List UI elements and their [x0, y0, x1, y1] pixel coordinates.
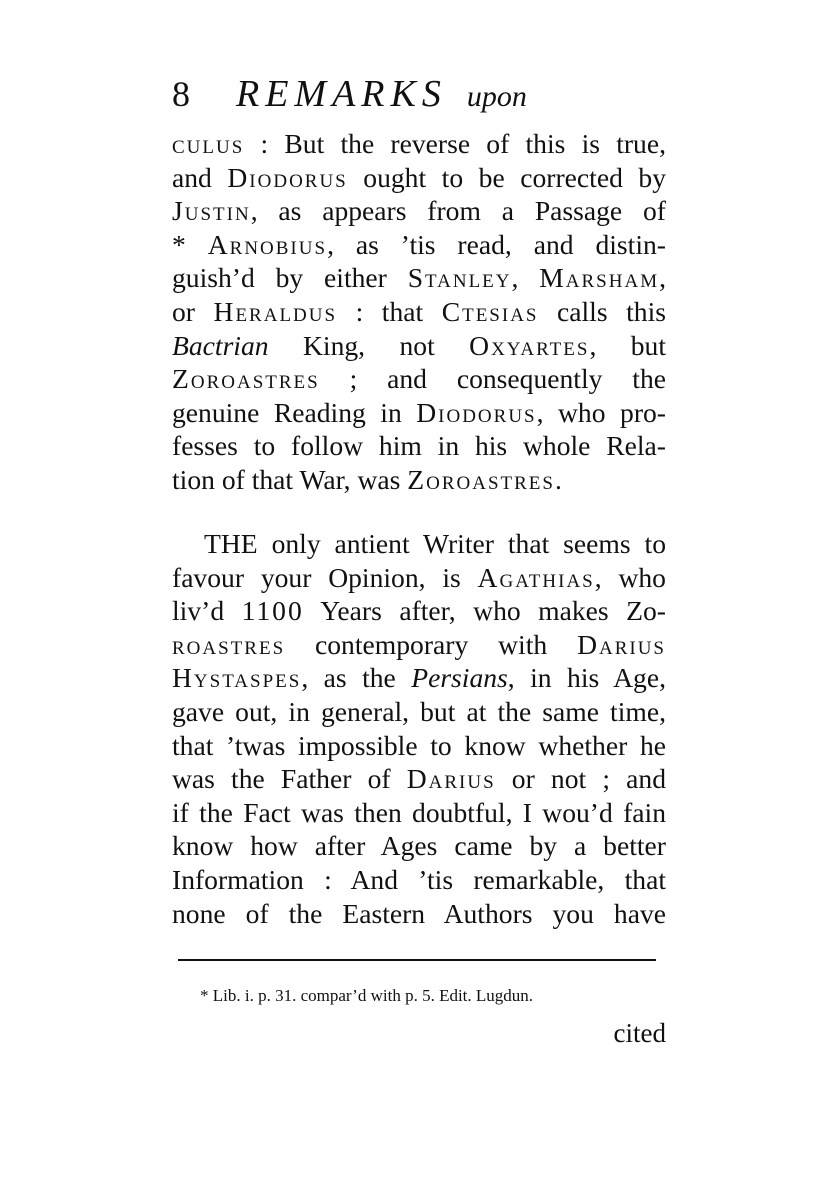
text-line: know how after Ages came by a better [172, 830, 666, 862]
text-line: * Arnobius, as ’tis read, and distin- [172, 228, 666, 260]
text-line: Justin, as appears from a Passage of [172, 195, 666, 227]
text-line: gave out, in general, but at the same time, [172, 695, 666, 727]
footnote [200, 983, 660, 1009]
text-line: tion of that War, was Zoroastres. [172, 463, 562, 495]
text-line: fesses to follow him in his whole Rela- [172, 430, 666, 462]
text-line: THE only antient Writer that seems to [204, 528, 666, 559]
text-line: and Diodorus ought to be corrected by [172, 161, 666, 193]
footnote-marker: * [200, 986, 209, 1005]
text-line: none of the Eastern Authors you have [172, 897, 666, 929]
running-title-upon: upon [466, 80, 527, 113]
page-number: 8 [172, 74, 190, 114]
text-line: if the Fact was then doubtful, I wou’d fain [172, 796, 666, 828]
text-line: Bactrian King, not Oxyartes, but [172, 329, 666, 361]
footnote-text: Lib. i. p. 31. compar’d with p. 5. Edit. Lugdun. [212, 986, 534, 1005]
text-line: that ’twas impossible to know whether he [172, 729, 666, 761]
paragraph-agathias [172, 527, 666, 930]
text-line: liv’d 1100 Years after, who makes Zo- [172, 595, 666, 627]
text-line: genuine Reading in Diodorus, who pro- [172, 396, 666, 428]
text-line: or Heraldus : that Ctesias calls this [172, 295, 666, 327]
text-line: roastres contemporary with Darius [172, 628, 666, 660]
text-line: culus : But the reverse of this is true, [172, 128, 666, 159]
text-line: Information : And ’tis remarkable, that [172, 863, 666, 895]
catchword: cited [613, 1018, 666, 1048]
text-line: was the Father of Darius or not ; and [172, 763, 666, 795]
text-line: Hystaspes, as the Persians, in his Age, [172, 662, 666, 694]
paragraph-continued [172, 127, 666, 497]
footnote-rule [178, 959, 656, 961]
text-line: favour your Opinion, is Agathias, who [172, 561, 666, 593]
running-title: REMARKS [236, 73, 447, 115]
text-line: guish’d by either Stanley, Marsham, [172, 262, 666, 294]
page-header [172, 72, 672, 126]
text-line: Zoroastres ; and consequently the [172, 363, 666, 395]
